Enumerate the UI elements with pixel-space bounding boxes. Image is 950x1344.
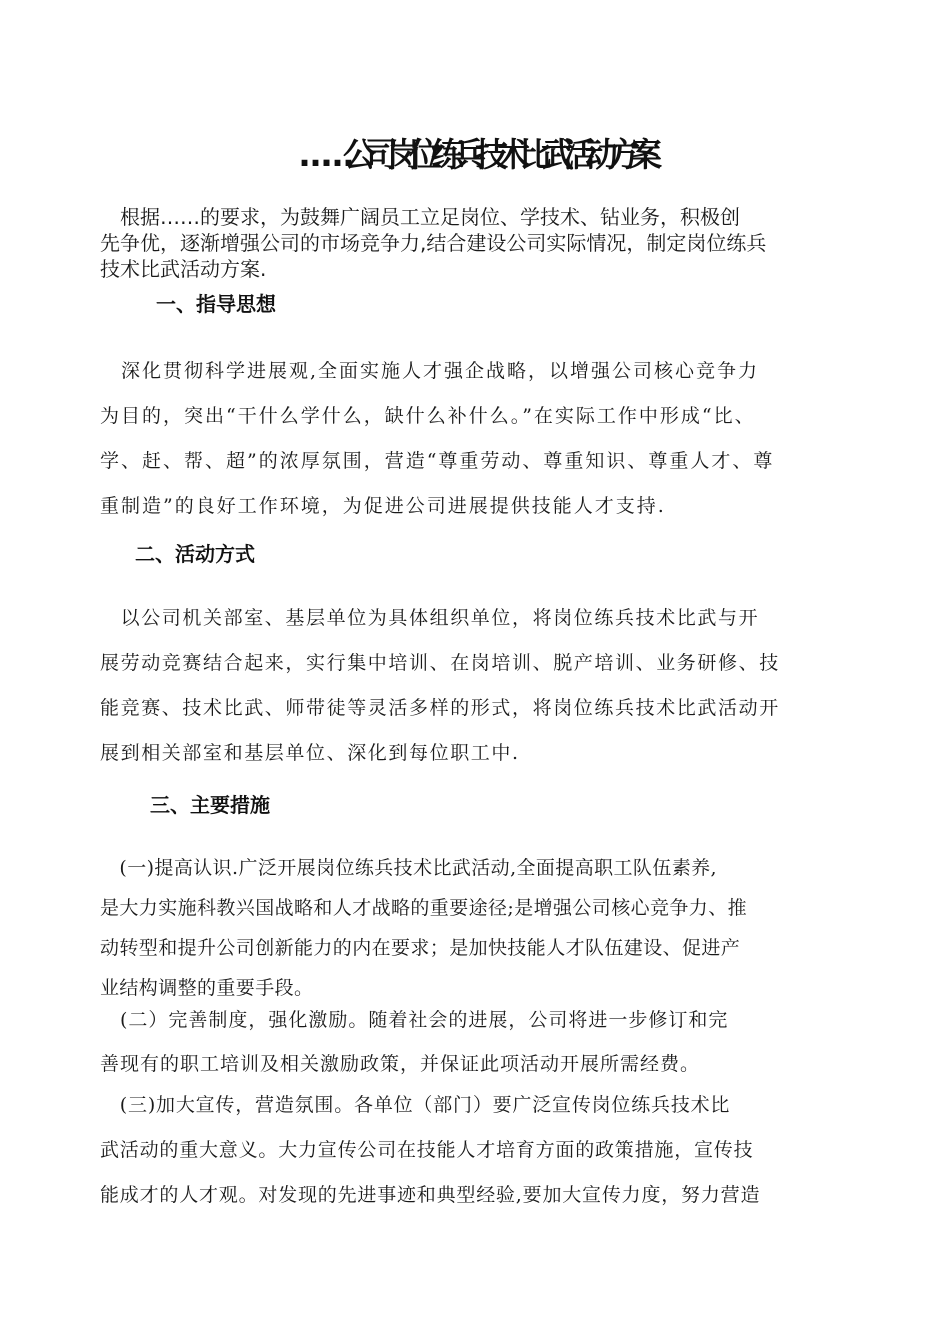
text-line: (二）完善制度，强化激励。随着社会的进展，公司将进一步修订和完 [100,1009,729,1031]
text-line: 展到相关部室和基层单位、深化到每位职工中. [100,742,520,764]
text-line: 学、赶、帮、超”的浓厚氛围，营造“尊重劳动、尊重知识、尊重人才、尊 [100,450,775,472]
intro-paragraph [100,204,852,282]
text-line: 技术比武活动方案. [100,257,267,281]
text-line: 武活动的重大意义。大力宣传公司在技能人才培育方面的政策措施，宣传技 [100,1139,754,1161]
text-line: (三)加大宣传，营造氛围。各单位（部门）要广泛宣传岗位练兵技术比 [100,1094,731,1116]
text-line: 根据……的要求，为鼓舞广阔员工立足岗位、学技术、钻业务，积极创 [100,205,740,229]
text-line: 业结构调整的重要手段。 [100,977,314,999]
measure-3-paragraph [100,1083,852,1218]
text-line: 动转型和提升公司创新能力的内在要求；是加快技能人才队伍建设、促进产 [100,937,741,959]
measure-2-paragraph [100,998,852,1086]
text-line: 能成才的人才观。对发现的先进事迹和典型经验,要加大宣传力度，努力营造 [100,1184,761,1206]
section-heading-guiding-ideology: 一、指导思想 [156,292,276,316]
text-line: 是大力实施科教兴国战略和人才战略的重要途径;是增强公司核心竞争力、推 [100,897,748,919]
text-line: 以公司机关部室、基层单位为具体组织单位，将岗位练兵技术比武与开 [100,607,760,629]
activity-method-paragraph [100,596,852,776]
text-line: (一)提高认识.广泛开展岗位练兵技术比武活动,全面提高职工队伍素养, [100,857,717,879]
text-line: 先争优，逐渐增强公司的市场竞争力,结合建设公司实际情况，制定岗位练兵 [100,231,767,255]
text-line: 展劳动竞赛结合起来，实行集中培训、在岗培训、脱产培训、业务研修、技 [100,652,780,674]
guiding-ideology-paragraph [100,349,852,529]
text-line: 深化贯彻科学进展观,全面实施人才强企战略，以增强公司核心竞争力 [100,360,760,382]
section-heading-activity-method: 二、活动方式 [135,542,255,566]
text-line: 善现有的职工培训及相关激励政策，并保证此项活动开展所需经费。 [100,1053,701,1075]
text-line: 重制造”的良好工作环境，为促进公司进展提供技能人才支持. [100,495,666,517]
document-title: ……公司岗位练兵技术比武活动方案 [299,135,651,175]
measure-1-paragraph [100,848,852,1008]
section-heading-main-measures: 三、主要措施 [150,793,270,817]
text-line: 为目的，突出“干什么学什么，缺什么补什么。”在实际工作中形成“比、 [100,405,756,427]
text-line: 能竞赛、技术比武、师带徒等灵活多样的形式，将岗位练兵技术比武活动开 [100,697,780,719]
